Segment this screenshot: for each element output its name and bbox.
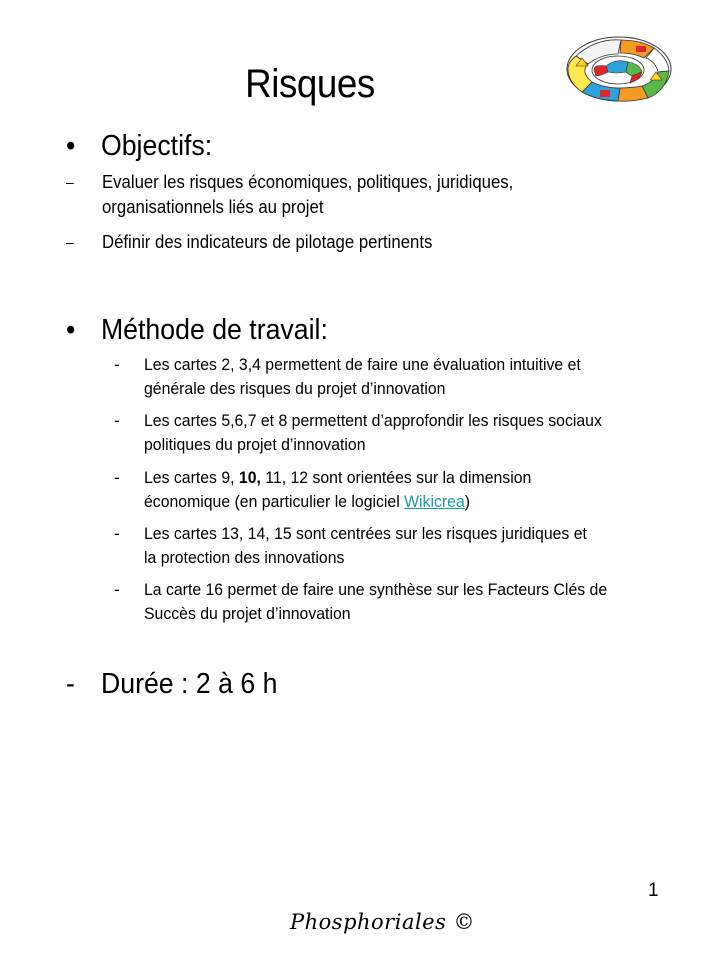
wikicrea-link[interactable]: Wikicrea — [404, 492, 465, 511]
method-text-bold: 10, — [238, 468, 261, 487]
dash-icon: - — [114, 468, 120, 487]
board-game-logo-icon — [566, 36, 672, 102]
footer-brand: Phosphoriales © — [290, 910, 476, 934]
method-text: la protection des innovations — [144, 548, 345, 567]
dash-icon: – — [66, 174, 74, 190]
method-text: générale des risques du projet d’innovation — [144, 379, 446, 398]
objective-text: organisationnels liés au projet — [102, 197, 324, 217]
method-text: Les cartes 9, — [144, 468, 239, 487]
duration-line — [66, 666, 277, 702]
bullet-icon: • — [66, 314, 76, 346]
dash-icon: - — [66, 668, 75, 700]
page-number: 1 — [648, 880, 659, 901]
objectives-heading — [66, 128, 212, 164]
bullet-icon: • — [66, 130, 76, 162]
method-text: ) — [464, 492, 471, 511]
method-item — [114, 522, 704, 570]
method-text: 11, 12 sont orientées sur la dimension — [260, 468, 532, 487]
method-item — [114, 353, 704, 401]
dash-icon: – — [66, 234, 74, 250]
slide-title: Risques — [245, 62, 375, 106]
objective-text: Evaluer les risques économiques, politiques, juridiques, — [102, 172, 514, 192]
method-text: politiques du projet d’innovation — [144, 435, 366, 454]
method-text: Les cartes 5,6,7 et 8 permettent d’approfondir les risques sociaux — [144, 411, 602, 430]
method-text: Les cartes 13, 14, 15 sont centrées sur les risques juridiques et — [144, 524, 587, 543]
method-heading — [66, 312, 328, 348]
method-text: Les cartes 2, 3,4 permettent de faire une évaluation intuitive et — [144, 355, 581, 374]
dash-icon: - — [114, 355, 120, 374]
objectives-heading-text: Objectifs: — [100, 130, 213, 162]
objective-item — [66, 170, 686, 220]
method-item — [114, 578, 704, 626]
duration-text: Durée : 2 à 6 h — [100, 668, 278, 700]
method-text: La carte 16 permet de faire une synthèse sur les Facteurs Clés de — [144, 580, 608, 599]
method-item — [114, 409, 704, 457]
objective-item — [66, 230, 686, 255]
method-heading-text: Méthode de travail: — [100, 314, 328, 346]
method-item — [114, 466, 704, 514]
dash-icon: - — [114, 524, 120, 543]
dash-icon: - — [114, 580, 120, 599]
dash-icon: - — [114, 411, 120, 430]
method-text: économique (en particulier le logiciel — [144, 492, 405, 511]
method-text: Succès du projet d’innovation — [144, 604, 351, 623]
objective-text: Définir des indicateurs de pilotage pertinents — [102, 232, 433, 252]
